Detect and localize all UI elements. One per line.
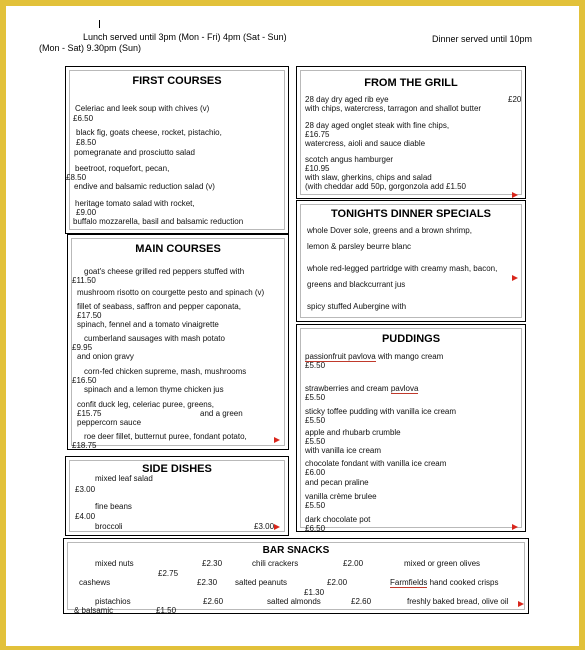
section-title: BAR SNACKS [262,545,330,556]
snack-price: £2.75 [158,569,179,578]
menu-line: pomegranate and prosciutto salad [74,148,195,157]
continuation-arrow-icon [512,192,518,198]
side-dishes-section [65,456,289,536]
menu-price: £5.50 [305,437,326,446]
menu-line: mixed leaf salad [95,474,153,483]
menu-price: £3.00 [254,522,275,531]
menu-line: vanilla crème brulee [305,492,377,501]
text-cursor [99,20,100,28]
menu-price: £4.00 [75,512,96,521]
menu-line: and pecan praline [305,478,369,487]
snack-name: pistachios [95,597,131,606]
menu-price: £15.75 [77,409,102,418]
menu-line: scotch angus hamburger [305,155,394,164]
bar-snacks-section [63,538,529,614]
menu-line: chocolate fondant with vanilla ice cream [305,459,447,468]
menu-price: £5.50 [305,361,326,370]
menu-line: roe deer fillet, butternut puree, fondant potato, [84,432,247,441]
menu-line [305,352,443,361]
misspelled-word: pavlova [390,384,419,393]
menu-price: £5.50 [305,501,326,510]
section-title: TONIGHTS DINNER SPECIALS [331,208,491,220]
dinner-hours-continued: (Mon - Sat) 9.30pm (Sun) [39,43,142,53]
menu-price: £11.50 [72,276,96,285]
menu-line: 28 day dry aged rib eye [305,95,389,104]
menu-price: £10.95 [305,164,330,173]
dinner-specials-section [296,200,526,322]
menu-line: fine beans [95,502,132,511]
snack-price: £2.60 [203,597,224,606]
snack-price: £1.30 [304,588,325,597]
menu-line: 28 day aged onglet steak with fine chips, [305,121,450,130]
from-the-grill-section [296,66,526,199]
snack-price: £2.30 [197,578,218,587]
continuation-arrow-icon [274,437,280,443]
section-title: FIRST COURSES [132,75,222,87]
misspelled-word: Farmfields [390,578,428,587]
snack-price: £1.50 [156,606,177,615]
section-title: MAIN COURSES [135,243,221,255]
snack-name: salted peanuts [235,578,288,587]
menu-line: corn-fed chicken supreme, mash, mushrooms [84,367,247,376]
menu-line [305,384,418,393]
continuation-arrow-icon [274,524,280,530]
menu-line: whole Dover sole, greens and a brown shrimp, [307,226,472,235]
menu-line: buffalo mozzarella, basil and balsamic reduction [73,217,244,226]
section-title: SIDE DISHES [142,463,212,475]
menu-line: apple and rhubarb crumble [305,428,401,437]
menu-line: black fig, goats cheese, rocket, pistachio, [76,128,222,137]
menu-line: watercress, aioli and sauce diable [305,139,426,148]
menu-line: dark chocolate pot [305,515,371,524]
menu-price: £8.50 [76,138,97,147]
menu-line: whole red-legged partridge with creamy mash, bacon, [307,264,498,273]
menu-line-text: with mango cream [377,352,444,361]
menu-line: with vanilla ice cream [305,446,382,455]
menu-line: with chips, watercress, tarragon and shallot butter [305,104,482,113]
section-frame [66,70,285,230]
continuation-arrow-icon [518,601,524,607]
snack-name: & balsamic [74,606,114,615]
menu-price: £9.00 [76,208,97,217]
menu-line: lemon & parsley beurre blanc [307,242,412,251]
menu-line: cumberland sausages with mash potato [84,334,225,343]
menu-price: £3.00 [75,485,96,494]
snack-price: £2.00 [343,559,364,568]
menu-line: spicy stuffed Aubergine with [307,302,407,311]
section-frame [71,238,285,450]
continuation-arrow-icon [512,524,518,530]
menu-line: Celeriac and leek soup with chives (v) [75,104,210,113]
menu-line: broccoli [95,522,123,531]
menu-line: and onion gravy [77,352,134,361]
section-frame [300,204,522,318]
snack-name: mixed or green olives [404,559,481,568]
menu-price: £6.00 [305,468,326,477]
menu-line: mushroom risotto on courgette pesto and spinach (v) [77,288,265,297]
menu-line: spinach, fennel and a tomato vinaigrette [77,320,219,329]
section-title: FROM THE GRILL [364,77,458,89]
section-frame [300,328,522,533]
snack-price: £2.30 [202,559,223,568]
section-frame [67,542,525,615]
snack-price: £2.60 [351,597,372,606]
menu-line: greens and blackcurrant jus [307,280,406,289]
menu-price: £20 [508,95,522,104]
section-frame [300,70,522,195]
snack-name: mixed nuts [95,559,134,568]
menu-page [6,6,579,646]
snack-name: freshly baked bread, olive oil [407,597,509,606]
menu-line: with slaw, gherkins, chips and salad [305,173,432,182]
menu-price: £16.50 [72,376,97,385]
menu-price: £5.50 [305,416,326,425]
menu-price: £5.50 [305,393,326,402]
menu-line: confit duck leg, celeriac puree, greens, [77,400,214,409]
first-courses-section [65,66,289,234]
menu-line-text: strawberries and cream [305,384,389,393]
snack-name [390,578,499,587]
snack-price: £2.00 [327,578,348,587]
menu-line: peppercorn sauce [77,418,142,427]
menu-line: and a green [200,409,243,418]
lunch-hours: Lunch served until 3pm (Mon - Fri) 4pm (Sat - Sun) [83,32,287,42]
menu-price: £18.75 [72,441,97,450]
misspelled-word: passionfruit pavlova [305,352,376,361]
continuation-arrow-icon [512,275,518,281]
section-frame [69,460,285,532]
menu-price: £6.50 [305,524,326,533]
menu-price: £17.50 [77,311,102,320]
snack-name-text: hand cooked crisps [429,578,499,587]
menu-line: spinach and a lemon thyme chicken jus [84,385,224,394]
snack-name: cashews [79,578,111,587]
puddings-section [296,324,526,532]
section-title: PUDDINGS [381,333,441,345]
menu-line: heritage tomato salad with rocket, [75,199,195,208]
menu-line: beetroot, roquefort, pecan, [75,164,170,173]
dinner-hours: Dinner served until 10pm [432,34,533,44]
menu-line: endive and balsamic reduction salad (v) [74,182,215,191]
menu-line: goat's cheese grilled red peppers stuffed with [84,267,245,276]
snack-name: chili crackers [252,559,299,568]
menu-price: £6.50 [73,114,94,123]
menu-price: £16.75 [305,130,330,139]
menu-line: (with cheddar add 50p, gorgonzola add £1.50 [305,182,467,191]
menu-line: fillet of seabass, saffron and pepper caponata, [77,302,241,311]
main-courses-section [67,234,289,450]
menu-price: £9.95 [72,343,93,352]
menu-price: £8.50 [66,173,87,182]
snack-name: salted almonds [267,597,321,606]
menu-line: sticky toffee pudding with vanilla ice cream [305,407,457,416]
